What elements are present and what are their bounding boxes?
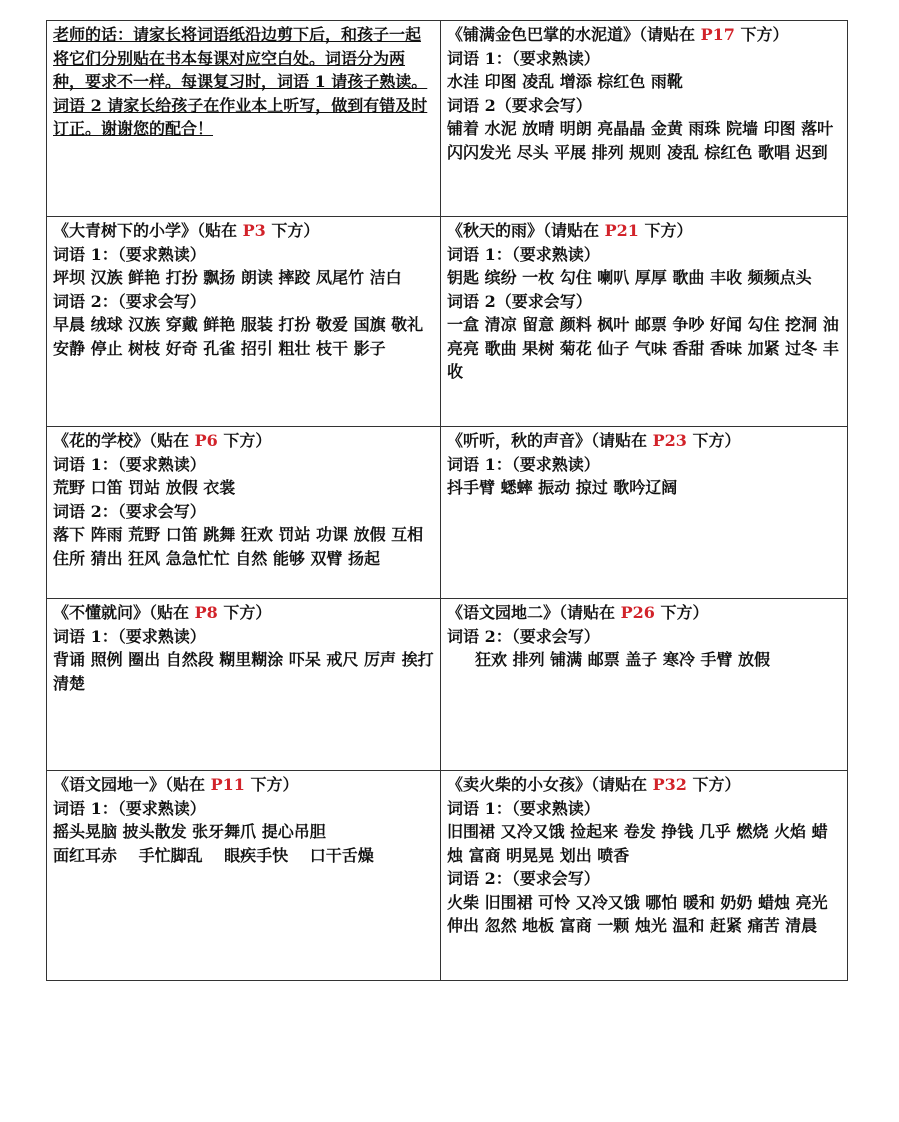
words-1-label: 词语 1：（要求熟读） xyxy=(447,798,600,818)
words-1-label: 词语 1：（要求熟读） xyxy=(53,798,206,818)
lesson-title: 《大青树下的小学》（贴在 P3 下方） xyxy=(53,221,320,240)
lesson-budongjiuwen xyxy=(47,599,441,771)
words-2: 落下 阵雨 荒野 口笛 跳舞 狂欢 罚站 功课 放假 互相 住所 猜出 狂风 急急忙忙 自然 能够 双臂 扬起 xyxy=(53,525,424,568)
words-1-label: 词语 1：（要求熟读） xyxy=(53,454,206,474)
page-ref: P11 xyxy=(210,775,245,794)
words-2-label: 词语 2：（要求会写） xyxy=(53,501,206,521)
word-sheet xyxy=(46,20,847,981)
lesson-table xyxy=(46,20,848,981)
lesson-maihuochai xyxy=(441,771,848,981)
teacher-note: 老师的话：请家长将词语纸沿边剪下后，和孩子一起将它们分别贴在书本每课对应空白处。词语分为两种，要求不一样。每课复习时，词语 1 请孩子熟读。词语 2 请家长给孩子在作业本上听写，做到有错及时订正。谢谢您的配合！ xyxy=(53,25,428,138)
words-1: 钥匙 缤纷 一枚 勾住 喇叭 厚厚 歌曲 丰收 频频点头 xyxy=(447,268,812,287)
words-2-label: 词语 2：（要求会写） xyxy=(447,626,600,646)
words-1: 背诵 照例 圈出 自然段 糊里糊涂 吓呆 戒尺 厉声 挨打 清楚 xyxy=(53,650,434,693)
page-ref: P17 xyxy=(700,25,735,44)
lesson-yuwenyuandier xyxy=(441,599,848,771)
words-1-label: 词语 1：（要求熟读） xyxy=(447,454,600,474)
lesson-title: 《语文园地二》（请贴在 P26 下方） xyxy=(447,603,709,622)
page-ref: P23 xyxy=(652,431,687,450)
words-1-label: 词语 1：（要求熟读） xyxy=(447,48,600,68)
page-ref: P3 xyxy=(242,221,266,240)
words-2-label: 词语 2：（要求会写） xyxy=(447,869,600,888)
words-2: 狂欢 排列 铺满 邮票 盖子 寒冷 手臂 放假 xyxy=(475,650,770,669)
page-ref: P21 xyxy=(604,221,639,240)
words-1-label: 词语 1：（要求熟读） xyxy=(447,244,600,264)
lesson-title: 《卖火柴的小女孩》（请贴在 P32 下方） xyxy=(447,775,741,794)
words-1-label: 词语 1：（要求熟读） xyxy=(53,244,206,264)
page-ref: P32 xyxy=(652,775,687,794)
lesson-huadexuexiao xyxy=(47,427,441,599)
words-1: 旧围裙 又冷又饿 捡起来 卷发 挣钱 几乎 燃烧 火焰 蜡烛 富商 明晃晃 划出 喷香 xyxy=(447,822,828,865)
lesson-title: 《语文园地一》（贴在 P11 下方） xyxy=(53,775,299,794)
lesson-tingting xyxy=(441,427,848,599)
words-1: 水洼 印图 凌乱 增添 棕红色 雨靴 xyxy=(447,72,683,91)
lesson-title: 《秋天的雨》（请贴在 P21 下方） xyxy=(447,221,693,240)
page-ref: P26 xyxy=(620,603,655,622)
lesson-title: 《听听，秋的声音》（请贴在 P23 下方） xyxy=(447,431,741,450)
lesson-title: 《花的学校》（贴在 P6 下方） xyxy=(53,431,272,450)
words-1: 坪坝 汉族 鲜艳 打扮 飘扬 朗读 摔跤 凤尾竹 洁白 xyxy=(53,268,402,287)
lesson-daqingshu xyxy=(47,217,441,427)
lesson-pumanjinse xyxy=(441,21,848,217)
words-1-row-2: 面红耳赤 手忙脚乱 眼疾手快 口干舌燥 xyxy=(53,845,374,865)
words-2: 一盒 清凉 留意 颜料 枫叶 邮票 争吵 好闻 勾住 挖洞 油亮亮 歌曲 果树 菊花 仙子 气味 香甜 香味 加紧 过冬 丰收 xyxy=(447,315,839,381)
words-2-label: 词语 2：（要求会写） xyxy=(53,291,206,311)
words-2: 早晨 绒球 汉族 穿戴 鲜艳 服装 打扮 敬爱 国旗 敬礼 安静 停止 树枝 好奇 孔雀 招引 粗壮 枝干 影子 xyxy=(53,315,424,358)
words-2-label: 词语 2（要求会写） xyxy=(447,95,592,115)
lesson-yuwenyuandiyi xyxy=(47,771,441,981)
lesson-qiutiandeyu xyxy=(441,217,848,427)
lesson-title: 《铺满金色巴掌的水泥道》（请贴在 P17 下方） xyxy=(447,25,789,44)
page-ref: P6 xyxy=(194,431,218,450)
words-2: 火柴 旧围裙 可怜 又冷又饿 哪怕 暖和 奶奶 蜡烛 亮光 伸出 忽然 地板 富商 一颗 烛光 温和 赶紧 痛苦 清晨 xyxy=(447,892,828,935)
words-1: 荒野 口笛 罚站 放假 衣裳 xyxy=(53,478,236,497)
teacher-note-cell xyxy=(47,21,441,217)
words-2-label: 词语 2（要求会写） xyxy=(447,291,592,311)
words-1: 抖手臂 蟋蟀 振动 掠过 歌吟辽阔 xyxy=(447,478,678,497)
lesson-title: 《不懂就问》（贴在 P8 下方） xyxy=(53,603,272,622)
words-2: 铺着 水泥 放晴 明朗 亮晶晶 金黄 雨珠 院墙 印图 落叶 闪闪发光 尽头 平展 排列 规则 凌乱 棕红色 歌唱 迟到 xyxy=(447,119,834,162)
page-ref: P8 xyxy=(194,603,218,622)
words-1-row-1: 摇头晃脑 披头散发 张牙舞爪 提心吊胆 xyxy=(53,822,326,841)
words-1-label: 词语 1：（要求熟读） xyxy=(53,626,206,646)
